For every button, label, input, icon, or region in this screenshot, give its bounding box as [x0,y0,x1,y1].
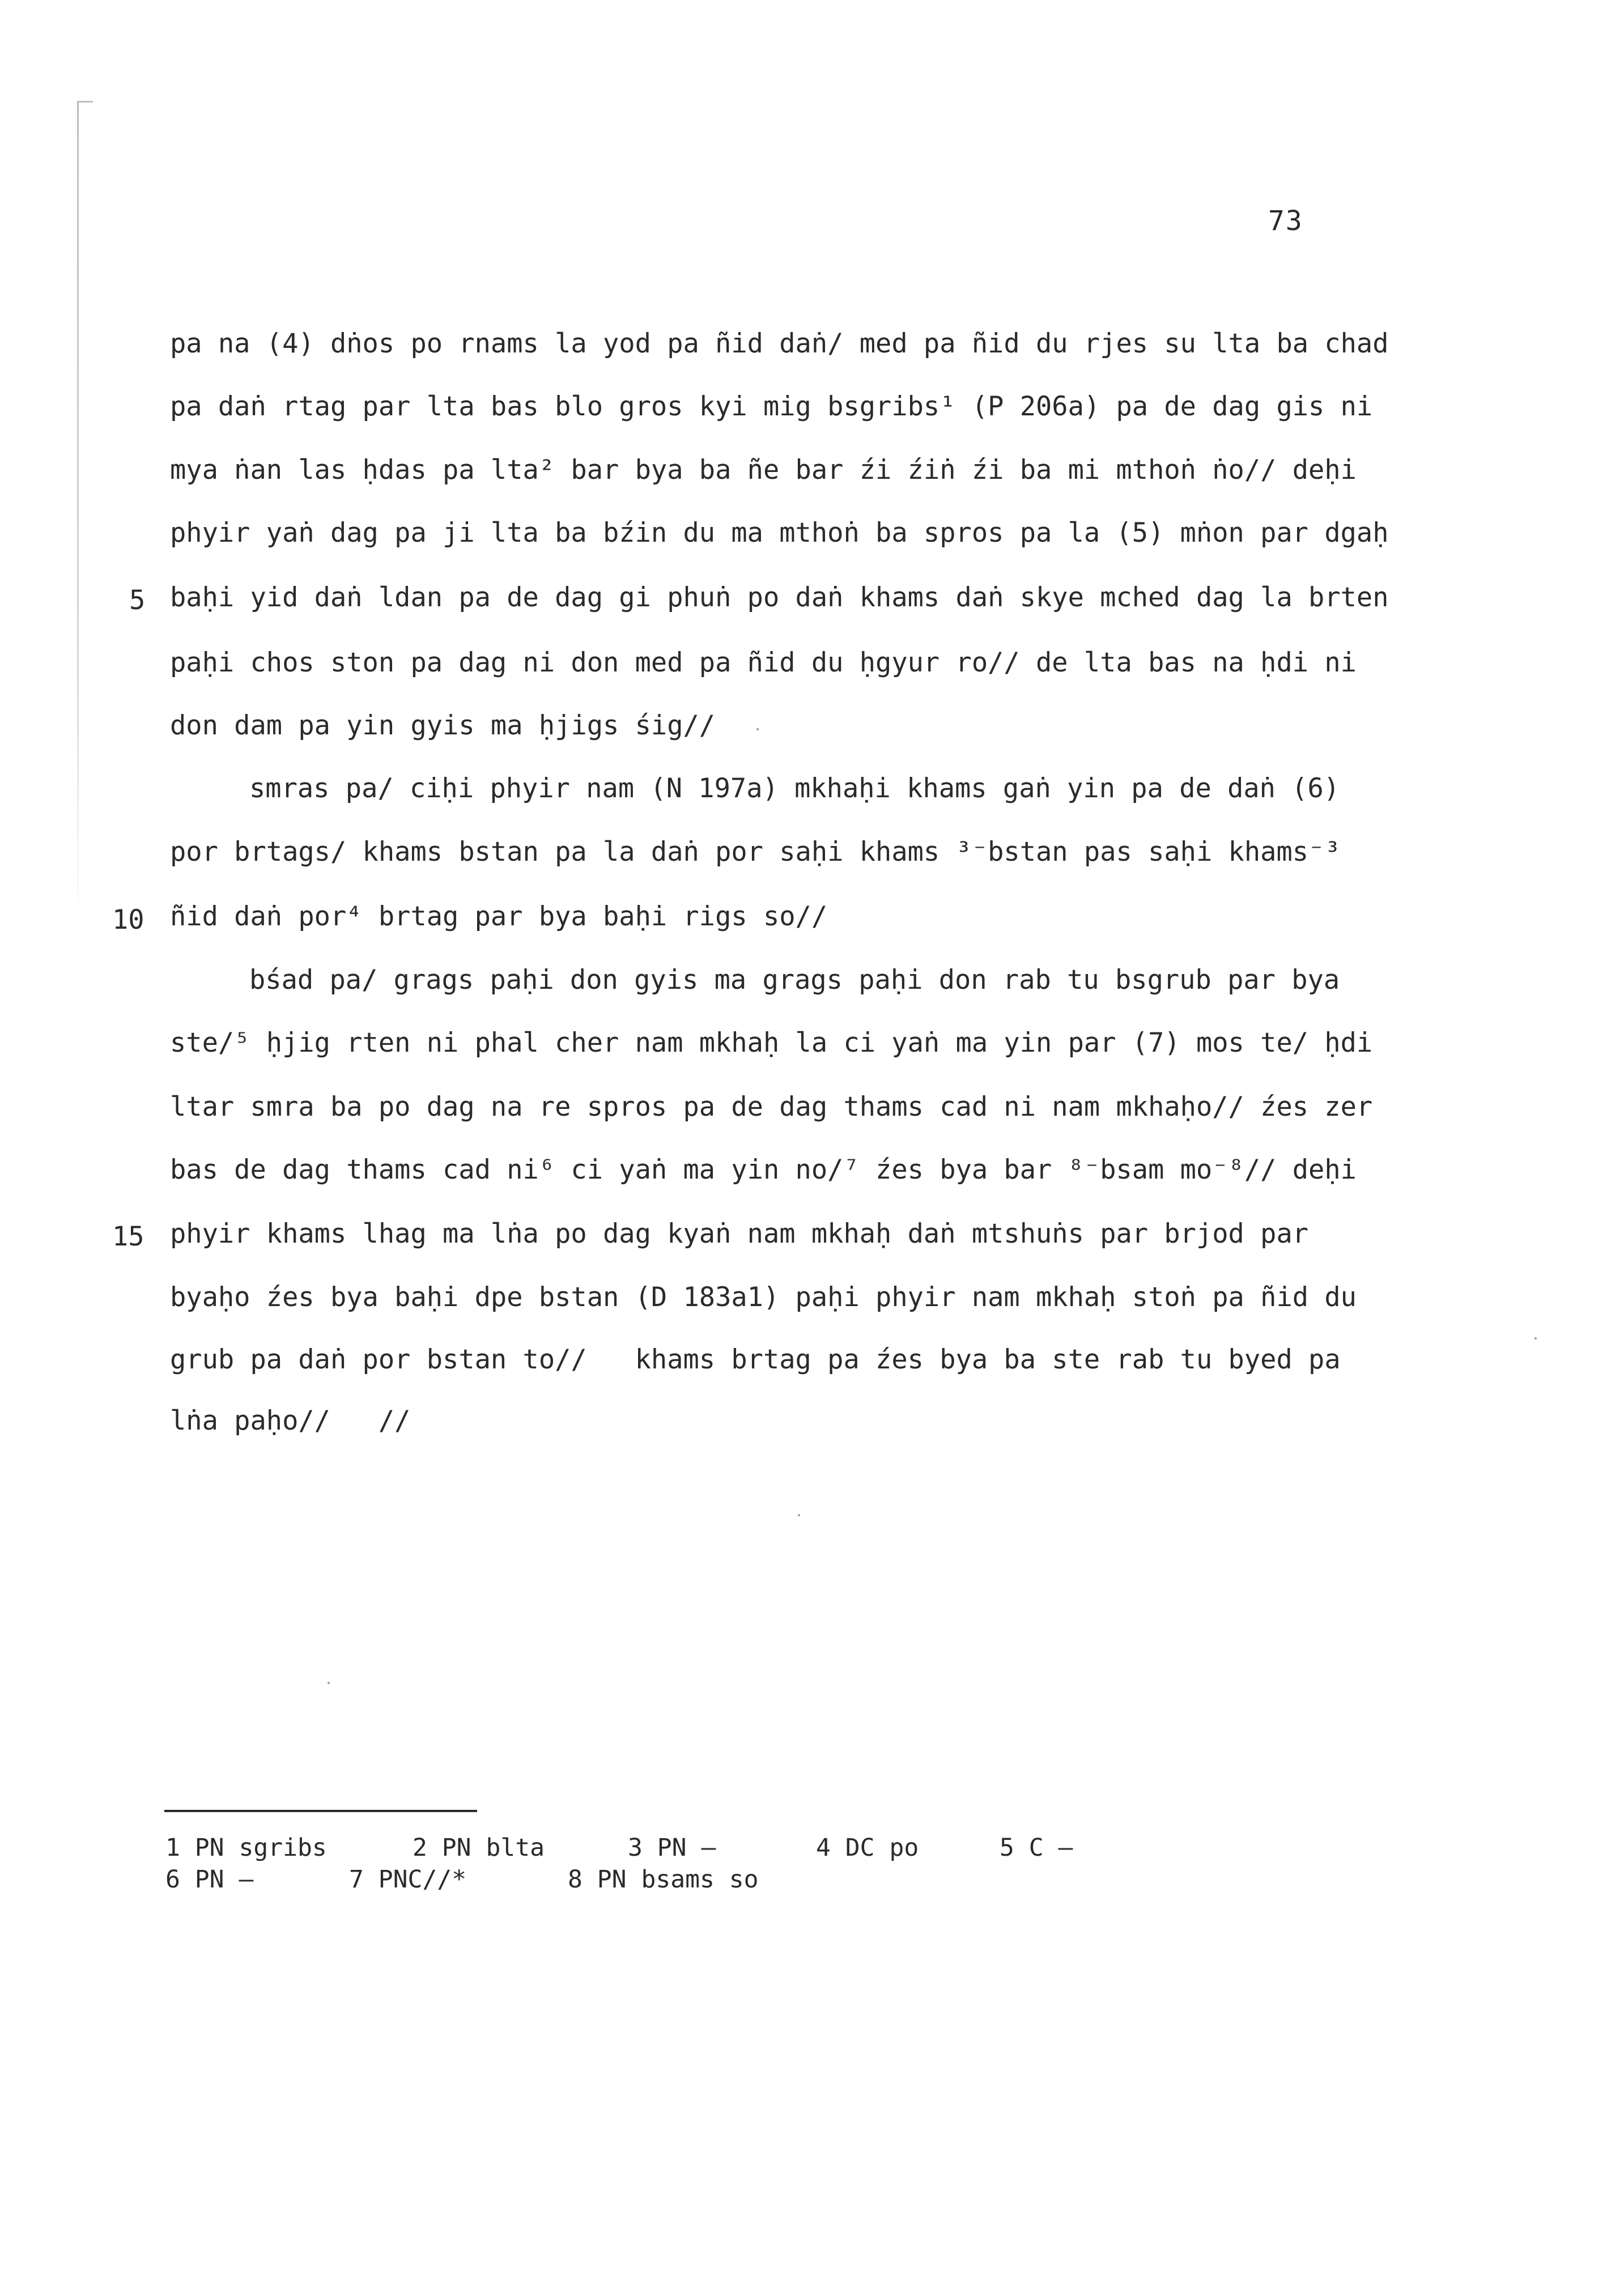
text-line: byaḥo źes bya baḥi dpe bstan (D 183a1) paḥi phyir nam mkhaḥ stoṅ pa ñid du [170,1282,1357,1313]
text-line: pa daṅ rtag par lta bas blo gros kyi mig bsgribs¹ (P 206a) pa de dag gis ni [170,391,1373,422]
footnote: 7 PNC//* [349,1865,467,1894]
text-line: don dam pa yin gyis ma ḥjigs śig// [170,710,716,741]
text-line: baḥi yid daṅ ldan pa de dag gi phuṅ po daṅ khams daṅ skye mched dag la brten [170,582,1389,613]
line-number: 15 [112,1221,144,1252]
text-line: phyir yaṅ dag pa ji lta ba bźin du ma mthoṅ ba spros pa la (5) mṅon par dgaḥ [170,517,1389,549]
footnote: 5 C — [1000,1834,1073,1862]
text-line: smras pa/ ciḥi phyir nam (N 197a) mkhaḥi khams gaṅ yin pa de daṅ (6) [249,773,1340,804]
page-number: 73 [1268,205,1303,237]
footnote: 1 PN sgribs [165,1834,327,1862]
footnote: 8 PN bsams so [568,1865,759,1894]
text-line: phyir khams lhag ma lṅa po dag kyaṅ nam mkhaḥ daṅ mtshuṅs par brjod par [170,1218,1309,1249]
footnote-rule [164,1810,477,1812]
text-line: grub pa daṅ por bstan to// khams brtag pa źes bya ba ste rab tu byed pa [170,1344,1341,1375]
text-line: bśad pa/ grags paḥi don gyis ma grags paḥi don rab tu bsgrub par bya [249,964,1340,996]
text-line: ñid daṅ por⁴ brtag par bya baḥi rigs so// [170,901,828,932]
line-number: 5 [129,585,146,616]
scan-speck [798,1514,800,1516]
line-number: 10 [112,904,144,936]
footnote: 3 PN — [628,1834,716,1862]
text-line: lṅa paḥo// // [170,1405,411,1436]
text-line: ste/⁵ ḥjig rten ni phal cher nam mkhaḥ la ci yaṅ ma yin par (7) mos te/ ḥdi [170,1027,1373,1058]
footnote: 4 DC po [816,1834,919,1862]
scan-speck [756,728,759,730]
text-line: ltar smra ba po dag na re spros pa de dag thams cad ni nam mkhaḥo// źes zer [170,1091,1373,1123]
text-line: bas de dag thams cad ni⁶ ci yaṅ ma yin no/⁷ źes bya bar ⁸⁻bsam mo⁻⁸// deḥi [170,1154,1357,1185]
text-line: paḥi chos ston pa dag ni don med pa ñid du ḥgyur ro// de lta bas na ḥdi ni [170,647,1357,678]
text-line: mya ṅan las ḥdas pa lta² bar bya ba ñe bar źi źiṅ źi ba mi mthoṅ ṅo// deḥi [170,454,1357,486]
text-line: por brtags/ khams bstan pa la daṅ por saḥi khams ³⁻bstan pas saḥi khams⁻³ [170,836,1341,868]
margin-tick [77,101,93,103]
text-line: pa na (4) dṅos po rnams la yod pa ñid daṅ/ med pa ñid du rjes su lta ba chad [170,328,1389,359]
margin-line [77,101,79,922]
footnote: 2 PN blta [413,1834,545,1862]
scan-speck [328,1682,330,1684]
footnote: 6 PN — [165,1865,254,1894]
scan-speck [1534,1337,1537,1340]
